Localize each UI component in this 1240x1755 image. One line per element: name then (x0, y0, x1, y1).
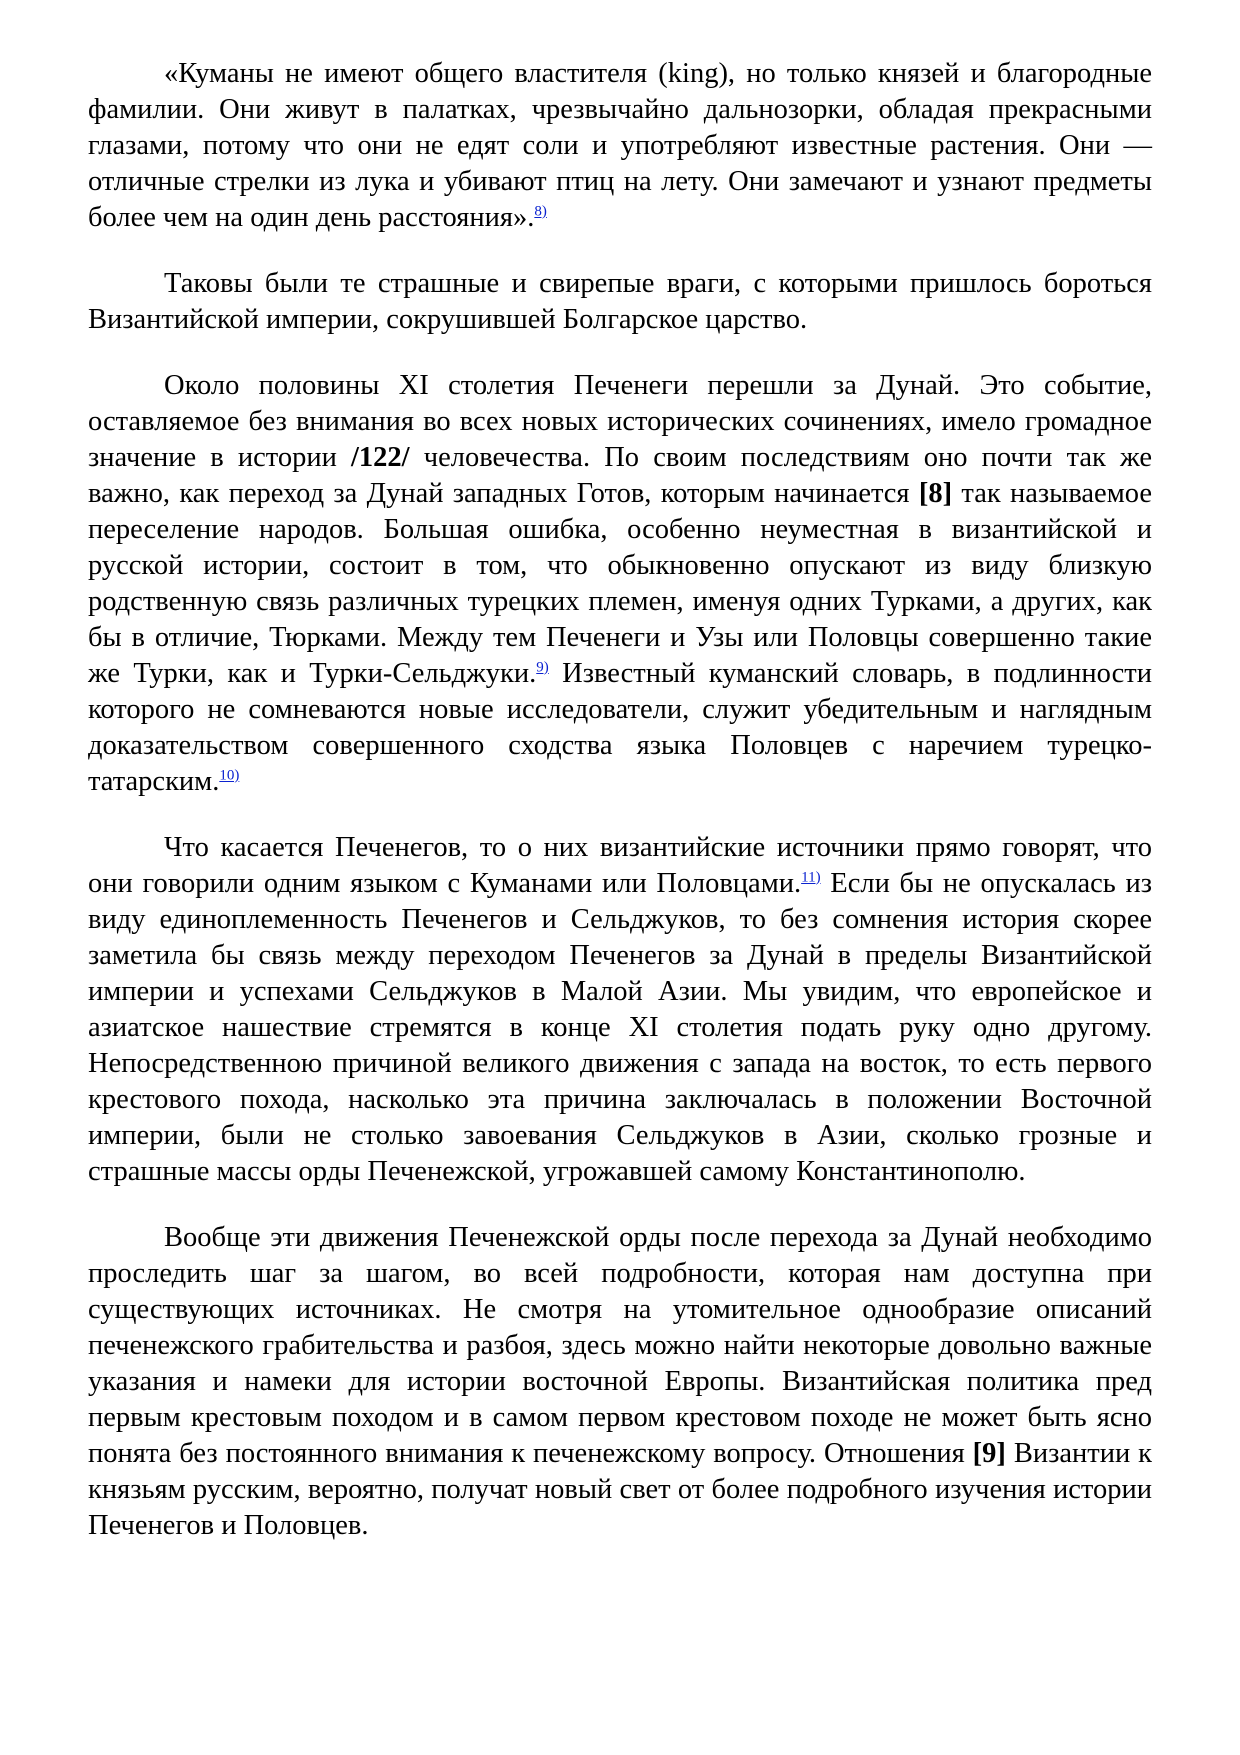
page-marker: [9] (972, 1438, 1006, 1469)
paragraph-text: Известный куманский словарь, в подлинности которого не сомневаются новые исследователи, служит убедительным и наглядным доказательством совершенного сходства языка Половцев с наречием турецко-татарским. (88, 658, 1153, 797)
paragraph-text: Если бы не опускалась из виду единоплеменность Печенегов и Сельджуков, то без сомнения история скорее заметила бы связь между переходом Печенегов за Дунай в пределы Византийской империи и успехами Сельджуков в Малой Азии. Мы увидим, что европейское и азиатское нашествие стремятся в конце XI столетия подать руку одно другому. Непосредственною причиной великого движения с запада на восток, то есть первого крестового похода, насколько эта причина заключалась в положении Восточной империи, были не столько завоевания Сельджуков в Азии, сколько грозные и страшные массы орды Печенежской, угрожавшей самому Константинополю. (88, 868, 1152, 1187)
paragraph (88, 266, 1152, 338)
footnote-link[interactable]: 8) (534, 203, 547, 220)
paragraph-text: «Куманы не имеют общего властителя (king), но только князей и благородные фамилии. Они живут в палатках, чрезвычайно дальнозорки, обладая прекрасными глазами, потому что они не едят соли и употребляют известные растения. Они — отличные стрелки из лука и убивают птиц на лету. Они замечают и узнают предметы более чем на один день расстояния». (88, 58, 1152, 233)
paragraph (88, 56, 1152, 236)
page-marker: /122/ (351, 442, 410, 473)
paragraph-text: Около половины XI столетия Печенеги перешли за Дунай. Это событие, оставляемое без внимания во всех новых исторических сочинениях, имело громадное значение в истории (88, 370, 1152, 473)
paragraph-text: Таковы были те страшные и свирепые враги, с которыми пришлось бороться Византийской империи, сокрушившей Болгарское царство. (88, 268, 1152, 335)
paragraph-text: Вообще эти движения Печенежской орды после перехода за Дунай необходимо проследить шаг за шагом, во всей подробности, которая нам доступна при существующих источниках. Не смотря на утомительное однообразие описаний печенежского грабительства и разбоя, здесь можно найти некоторые довольно важные указания и намеки для истории восточной Европы. Византийская политика пред первым крестовым походом и в самом первом крестовом походе не может быть ясно понята без постоянного внимания к печенежскому вопросу. Отношения (88, 1222, 1152, 1469)
footnote-link[interactable]: 11) (801, 869, 821, 886)
footnote-link[interactable]: 10) (219, 767, 240, 784)
document-page (88, 56, 1152, 1544)
paragraph (88, 368, 1152, 800)
paragraph-text: Что касается Печенегов, то о них византийские источники прямо говорят, что они говорили одним языком с Куманами или Половцами. (88, 832, 1152, 899)
page-marker: [8] (918, 478, 953, 509)
paragraph-text: человечества. По своим последствиям оно почти так же важно, как переход за Дунай западных Готов, которым начинается (88, 442, 1152, 509)
footnote-link[interactable]: 9) (536, 659, 549, 676)
paragraph (88, 830, 1152, 1190)
paragraph (88, 1220, 1152, 1544)
paragraph-text: Византии к князьям русским, вероятно, получат новый свет от более подробного изучения истории Печенегов и Половцев. (88, 1438, 1152, 1541)
paragraph-text: так называемое переселение народов. Большая ошибка, особенно неуместная в византийской и русской истории, состоит в том, что обыкновенно опускают из виду близкую родственную связь различных турецких племен, именуя одних Турками, а других, как бы в отличие, Тюрками. Между тем Печенеги и Узы или Половцы совершенно такие же Турки, как и Турки-Сельджуки. (88, 478, 1152, 689)
